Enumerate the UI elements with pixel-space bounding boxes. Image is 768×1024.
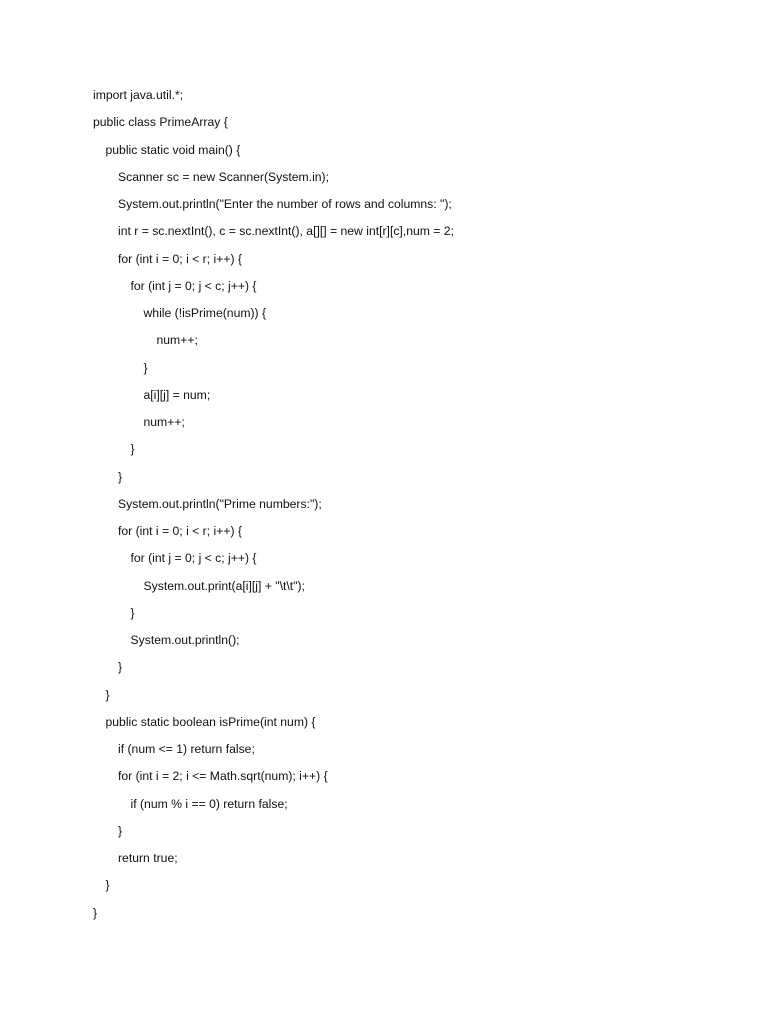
code-line-19: System.out.print(a[i][j] + "\t\t");	[143, 578, 305, 593]
code-line-1: import java.util.*;	[93, 88, 184, 102]
code-line-25: if (num <= 1) return false;	[118, 742, 255, 756]
code-line-10: num++;	[156, 333, 198, 348]
code-line-2: public class PrimeArray {	[93, 115, 228, 130]
code-line-3: public static void main() {	[105, 142, 241, 157]
java-code-listing	[93, 82, 733, 927]
code-line-17: for (int i = 0; i < r; i++) {	[118, 524, 242, 538]
code-line-4: Scanner sc = new Scanner(System.in);	[118, 169, 330, 184]
code-line-9: while (!isPrime(num)) {	[143, 306, 267, 320]
code-line-12: a[i][j] = num;	[143, 387, 211, 402]
code-line-26: for (int i = 2; i <= Math.sqrt(num); i++) {	[118, 769, 328, 784]
code-line-27: if (num % i == 0) return false;	[130, 796, 288, 811]
code-line-8: for (int j = 0; j < c; j++) {	[130, 278, 257, 293]
code-line-21: System.out.println();	[130, 633, 240, 647]
code-line-7: for (int i = 0; i < r; i++) {	[118, 251, 242, 266]
code-line-31: }	[93, 905, 98, 920]
code-line-22: }	[118, 660, 123, 675]
code-line-30: }	[105, 878, 110, 893]
code-line-28: }	[118, 823, 123, 838]
code-line-5: System.out.println("Enter the number of rows and columns: ");	[118, 197, 452, 211]
code-line-15: }	[118, 469, 123, 484]
code-line-24: public static boolean isPrime(int num) {	[105, 714, 316, 729]
code-line-18: for (int j = 0; j < c; j++) {	[130, 551, 257, 566]
code-line-13: num++;	[143, 415, 185, 429]
code-line-6: int r = sc.nextInt(), c = sc.nextInt(), a[][] = new int[r][c],num = 2;	[118, 224, 454, 239]
code-line-20: }	[130, 605, 135, 620]
code-line-29: return true;	[118, 851, 178, 865]
code-line-16: System.out.println("Prime numbers:");	[118, 496, 322, 511]
code-line-14: }	[130, 442, 135, 457]
code-line-23: }	[105, 687, 110, 702]
code-line-11: }	[143, 360, 148, 375]
